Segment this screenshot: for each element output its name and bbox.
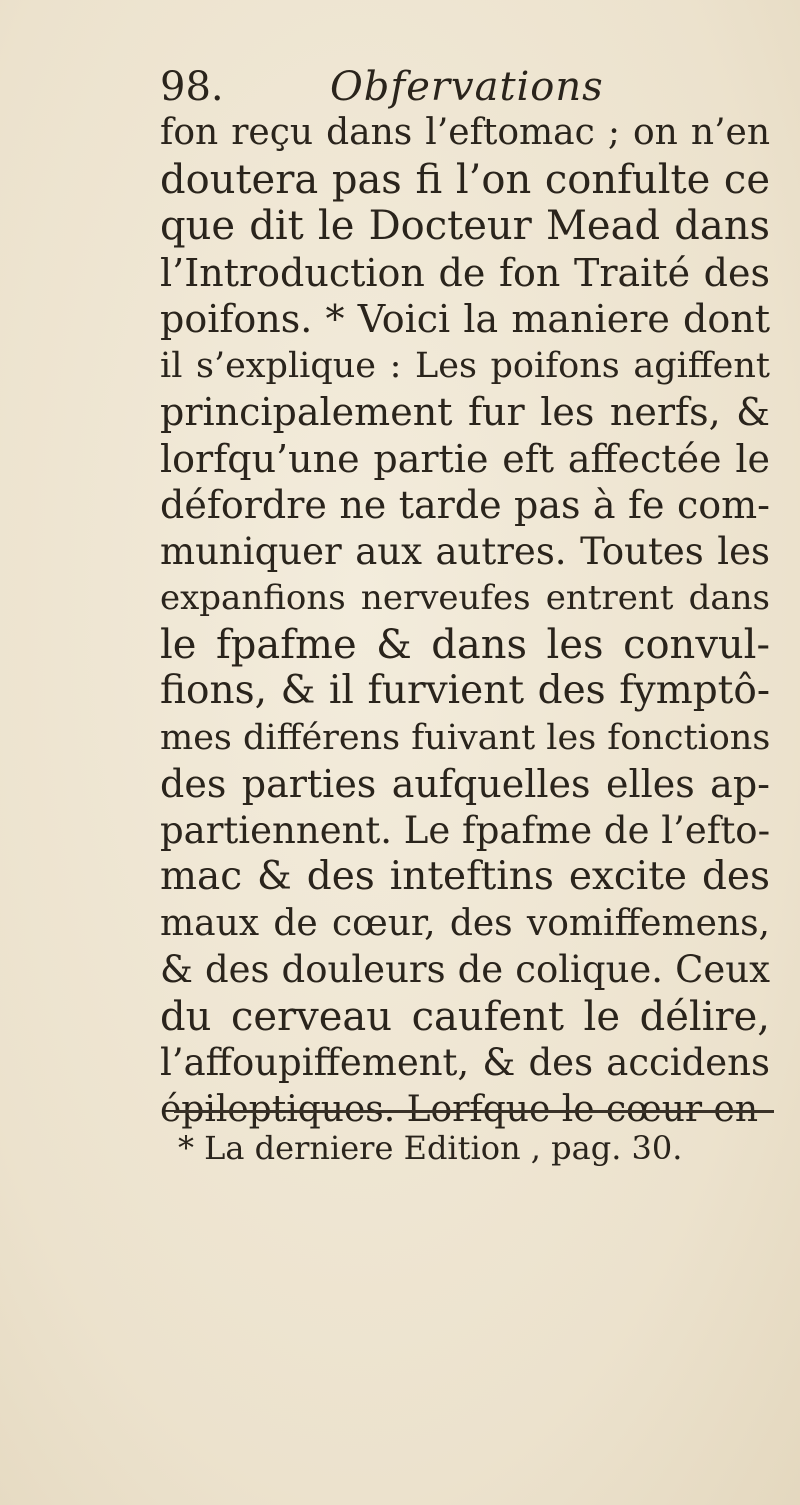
text-line: principalement fur les nerfs, & — [160, 390, 770, 434]
text-line: du cerveau caufent le délire, — [160, 993, 770, 1040]
text-line: fions, & il furvient des fymptô- — [160, 668, 770, 713]
body-text — [160, 110, 770, 1133]
text-line: doutera pas fi l’on confulte ce — [160, 156, 770, 203]
text-line: l’affoupiffement, & des accidens — [160, 1041, 770, 1084]
text-line: mac & des inteftins excite des — [160, 854, 770, 899]
running-title: Obfervations — [330, 64, 604, 110]
running-head — [160, 62, 680, 112]
text-line: poifons. * Voici la maniere dont — [160, 297, 770, 341]
text-line: épileptiques. Lorfque le cœur en — [160, 1088, 759, 1130]
text-line: mes différens fuivant les fonctions — [160, 717, 771, 758]
text-line: maux de cœur, des vomiffemens, — [160, 902, 770, 944]
text-line: muniquer aux autres. Toutes les — [160, 529, 770, 573]
text-line: des parties aufquelles elles ap- — [160, 762, 770, 806]
text-line: que dit le Docteur Mead dans — [160, 203, 770, 249]
page-number: 98. — [160, 64, 224, 110]
text-line: le fpafme & dans les convul- — [160, 621, 770, 668]
text-line: fon reçu dans l’eftomac ; on n’en — [160, 112, 770, 153]
text-line: lorfqu’une partie eft affectée le — [160, 436, 770, 481]
footnote: * La derniere Edition , pag. 30. — [178, 1129, 683, 1167]
text-line: l’Introduction de fon Traité des — [160, 250, 770, 295]
text-line: il s’explique : Les poifons agiffent — [160, 345, 770, 386]
text-line: partiennent. Le fpafme de l’efto- — [160, 808, 771, 852]
text-line: défordre ne tarde pas à fe com- — [160, 483, 770, 527]
text-line: & des douleurs de colique. Ceux — [160, 948, 770, 991]
footnote-rule — [174, 1110, 774, 1113]
text-line: expanfions nerveufes entrent dans — [160, 578, 770, 618]
